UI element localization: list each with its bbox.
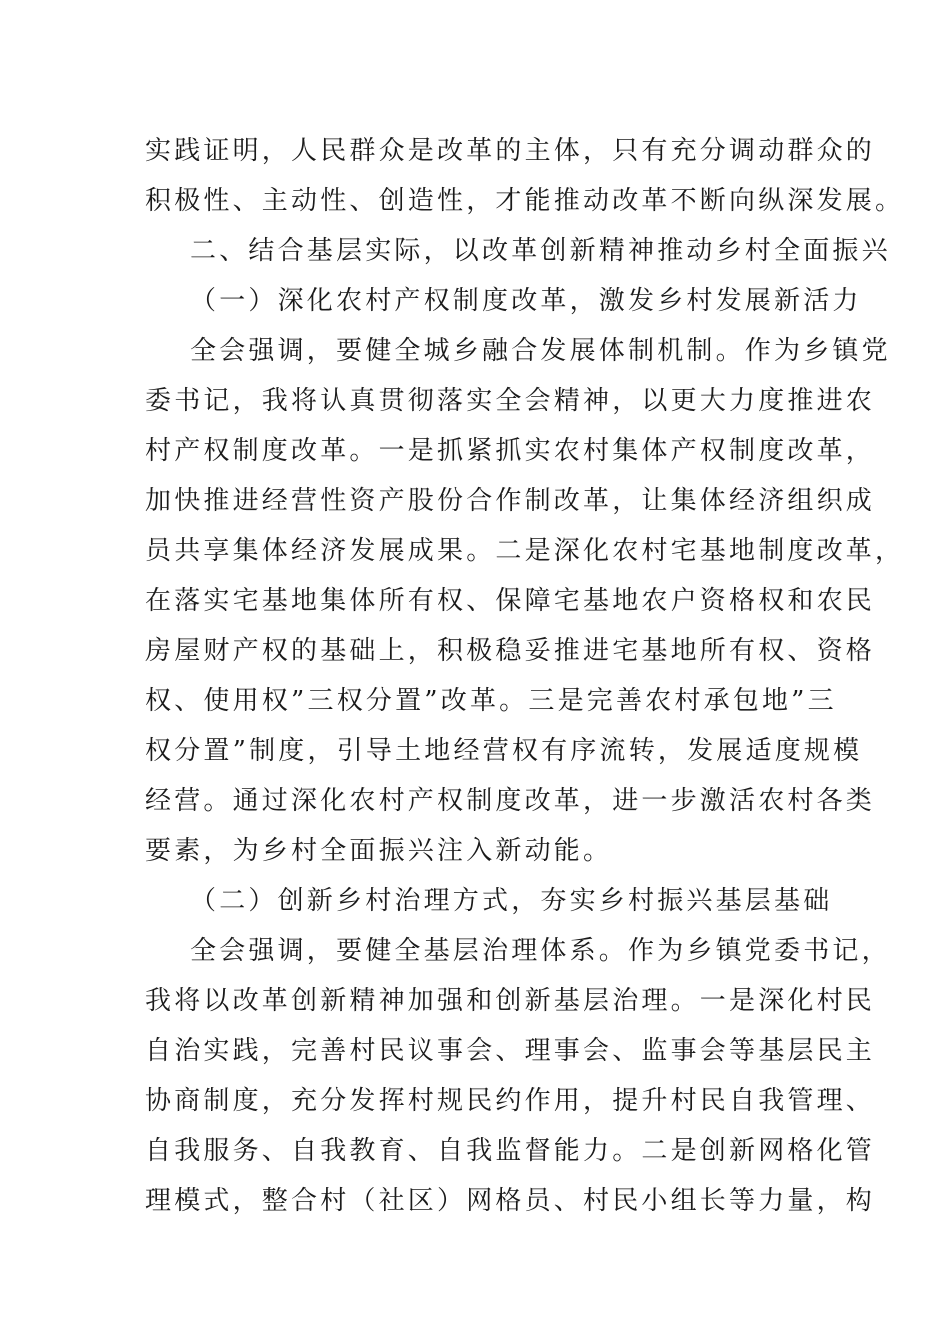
body-text-line: 要素，为乡村全面振兴注入新动能。 bbox=[145, 836, 613, 866]
body-text-line: 理模式，整合村（社区）网格员、村民小组长等力量，构 bbox=[145, 1186, 876, 1216]
body-text-line: 在落实宅基地集体所有权、保障宅基地农户资格权和农民 bbox=[145, 586, 876, 616]
body-text-line: 我将以改革创新精神加强和创新基层治理。一是深化村民 bbox=[145, 986, 876, 1016]
paragraph-first-line: 全会强调，要健全城乡融合发展体制机制。作为乡镇党 bbox=[190, 336, 891, 366]
body-text-line: 加快推进经营性资产股份合作制改革，让集体经济组织成 bbox=[145, 486, 876, 516]
subsection-heading: （一）深化农村产权制度改革，激发乡村发展新活力 bbox=[190, 286, 862, 316]
body-text-line: 经营。通过深化农村产权制度改革，进一步激活农村各类 bbox=[145, 786, 876, 816]
body-text-line: 积极性、主动性、创造性，才能推动改革不断向纵深发展。 bbox=[145, 186, 905, 216]
body-text-line: 自我服务、自我教育、自我监督能力。二是创新网格化管 bbox=[145, 1136, 876, 1166]
body-text-line: 协商制度，充分发挥村规民约作用，提升村民自我管理、 bbox=[145, 1086, 876, 1116]
body-text-line: 村产权制度改革。一是抓紧抓实农村集体产权制度改革， bbox=[145, 436, 876, 466]
body-text-line: 员共享集体经济发展成果。二是深化农村宅基地制度改革， bbox=[145, 536, 905, 566]
body-text-line: 权分置”制度，引导土地经营权有序流转，发展适度规模 bbox=[145, 736, 863, 766]
body-text-line: 自治实践，完善村民议事会、理事会、监事会等基层民主 bbox=[145, 1036, 876, 1066]
section-heading: 二、结合基层实际，以改革创新精神推动乡村全面振兴 bbox=[190, 236, 891, 266]
subsection-heading: （二）创新乡村治理方式，夯实乡村振兴基层基础 bbox=[190, 886, 833, 916]
body-text-line: 实践证明，人民群众是改革的主体，只有充分调动群众的 bbox=[145, 136, 876, 166]
body-text-line: 委书记，我将认真贯彻落实全会精神，以更大力度推进农 bbox=[145, 386, 876, 416]
paragraph-first-line: 全会强调，要健全基层治理体系。作为乡镇党委书记， bbox=[190, 936, 891, 966]
body-text-line: 房屋财产权的基础上，积极稳妥推进宅基地所有权、资格 bbox=[145, 636, 876, 666]
body-text-line: 权、使用权”三权分置”改革。三是完善农村承包地”三 bbox=[145, 686, 837, 716]
